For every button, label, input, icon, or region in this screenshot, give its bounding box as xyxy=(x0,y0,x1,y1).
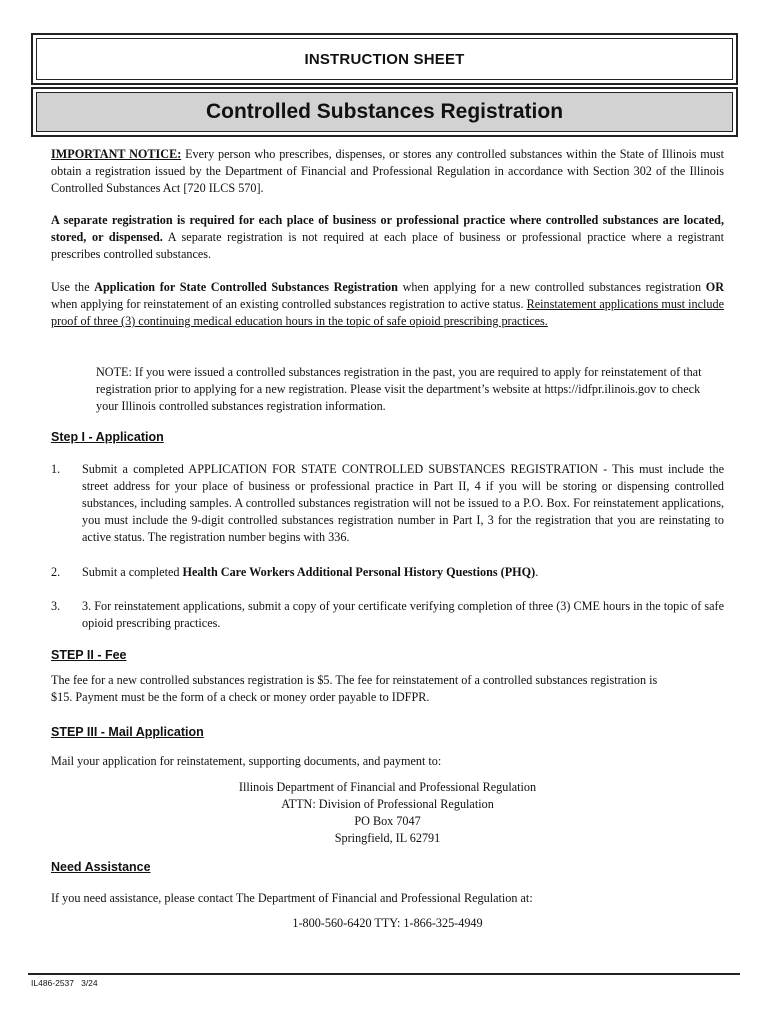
separate-registration-paragraph xyxy=(51,212,724,263)
address-line: PO Box 7047 xyxy=(354,814,421,828)
step3-heading: STEP III - Mail Application xyxy=(51,725,204,739)
important-notice-text: Every person who prescribes, dispenses, or stores any controlled substances within the State of Illinois must obtain a registration issued by the Department of Financial and Professional Regulation in accordance with Section 302 of the Illinois Controlled Substances Act [720 ILCS 570]. xyxy=(51,147,724,195)
step1-item xyxy=(51,461,724,544)
address-line: Illinois Department of Financial and Professional Regulation xyxy=(238,780,537,794)
note-paragraph: NOTE: If you were issued a controlled substances registration in the past, you are required to apply for reinstatement of that registration prior to applying for a new registration. Please visit the department’s website at https://idfpr.ilinois.gov to check your Illinois controlled substances registration information. xyxy=(96,365,702,413)
page-title: Controlled Substances Registration xyxy=(36,92,733,132)
step1-heading: Step I - Application xyxy=(51,430,164,444)
use-text-2: when applying for a new controlled substances registration xyxy=(397,280,706,294)
footer-divider xyxy=(28,973,740,975)
separate-registration-text: A separate registration is not required at each place of business or professional practice where a registrant prescribes controlled substances. xyxy=(51,230,724,261)
address-line: Springfield, IL 62791 xyxy=(334,831,441,845)
separate-registration-bold: A separate registration is required for each place of business or professional practice where controlled substances are located, stored, or dispensed. xyxy=(51,213,724,244)
assistance-text: If you need assistance, please contact The Department of Financial and Professional Regulation at: xyxy=(51,891,533,905)
important-notice-label: IMPORTANT NOTICE: xyxy=(51,147,182,161)
instruction-sheet-title: INSTRUCTION SHEET xyxy=(36,38,733,80)
step1-item-text: Submit a completed Health Care Workers Additional Personal History Questions (PHQ). xyxy=(82,565,539,579)
contact-phone: 1-800-560-6420 TTY: 1-866-325-4949 xyxy=(292,916,483,930)
step1-item xyxy=(51,598,724,638)
use-text-1: Use the xyxy=(51,280,95,294)
reinstatement-requirement: Reinstatement applications must include proof of three (3) continuing medical education hours in the topic of safe opioid prescribing practices. xyxy=(51,297,724,328)
step1-item-number: 1. xyxy=(51,462,61,476)
registration-title-banner xyxy=(31,87,738,137)
mailing-address xyxy=(51,779,724,847)
use-text-3: when applying for reinstatement of an existing controlled substances registration to active status. xyxy=(51,297,527,311)
step1-item-text: Submit a completed APPLICATION FOR STATE CONTROLLED SUBSTANCES REGISTRATION - This must include the street address for your place of business or professional practice in Part II, 4 if you will be storing or dispensing controlled substances, including samples. A controlled substances registration will not be issued to a P.O. Box. For reinstatement applications, you must include the 9-digit controlled substances registration number in Part I, 3 for the registration that you are reinstating to active status. The registration number begins with 336. xyxy=(82,462,724,544)
fee-text: The fee for a new controlled substances registration is $5. The fee for reinstatement of a controlled substances registration is $15. Payment must be the form of a check or money order payable to IDFPR. xyxy=(51,673,658,704)
form-code: IL486-2537 3/24 xyxy=(31,978,98,988)
application-use-paragraph xyxy=(51,279,724,330)
application-name: Application for State Controlled Substances Registration xyxy=(94,280,398,294)
instruction-sheet-header xyxy=(31,33,738,85)
mail-instructions: Mail your application for reinstatement, supporting documents, and payment to: xyxy=(51,754,442,768)
assistance-heading: Need Assistance xyxy=(51,860,151,874)
important-notice xyxy=(51,146,724,197)
or-emphasis: OR xyxy=(705,280,725,294)
step1-item-number: 3. xyxy=(51,599,61,613)
phq-form-name: Health Care Workers Additional Personal History Questions (PHQ) xyxy=(182,565,536,579)
step1-item xyxy=(51,564,724,584)
step1-item-number: 2. xyxy=(51,565,61,579)
step1-item-text: 3. For reinstatement applications, submit a copy of your certificate verifying completion of three (3) CME hours in the topic of safe opioid prescribing practices. xyxy=(82,599,724,630)
address-line: ATTN: Division of Professional Regulation xyxy=(281,797,494,811)
step2-heading: STEP II - Fee xyxy=(51,648,127,662)
